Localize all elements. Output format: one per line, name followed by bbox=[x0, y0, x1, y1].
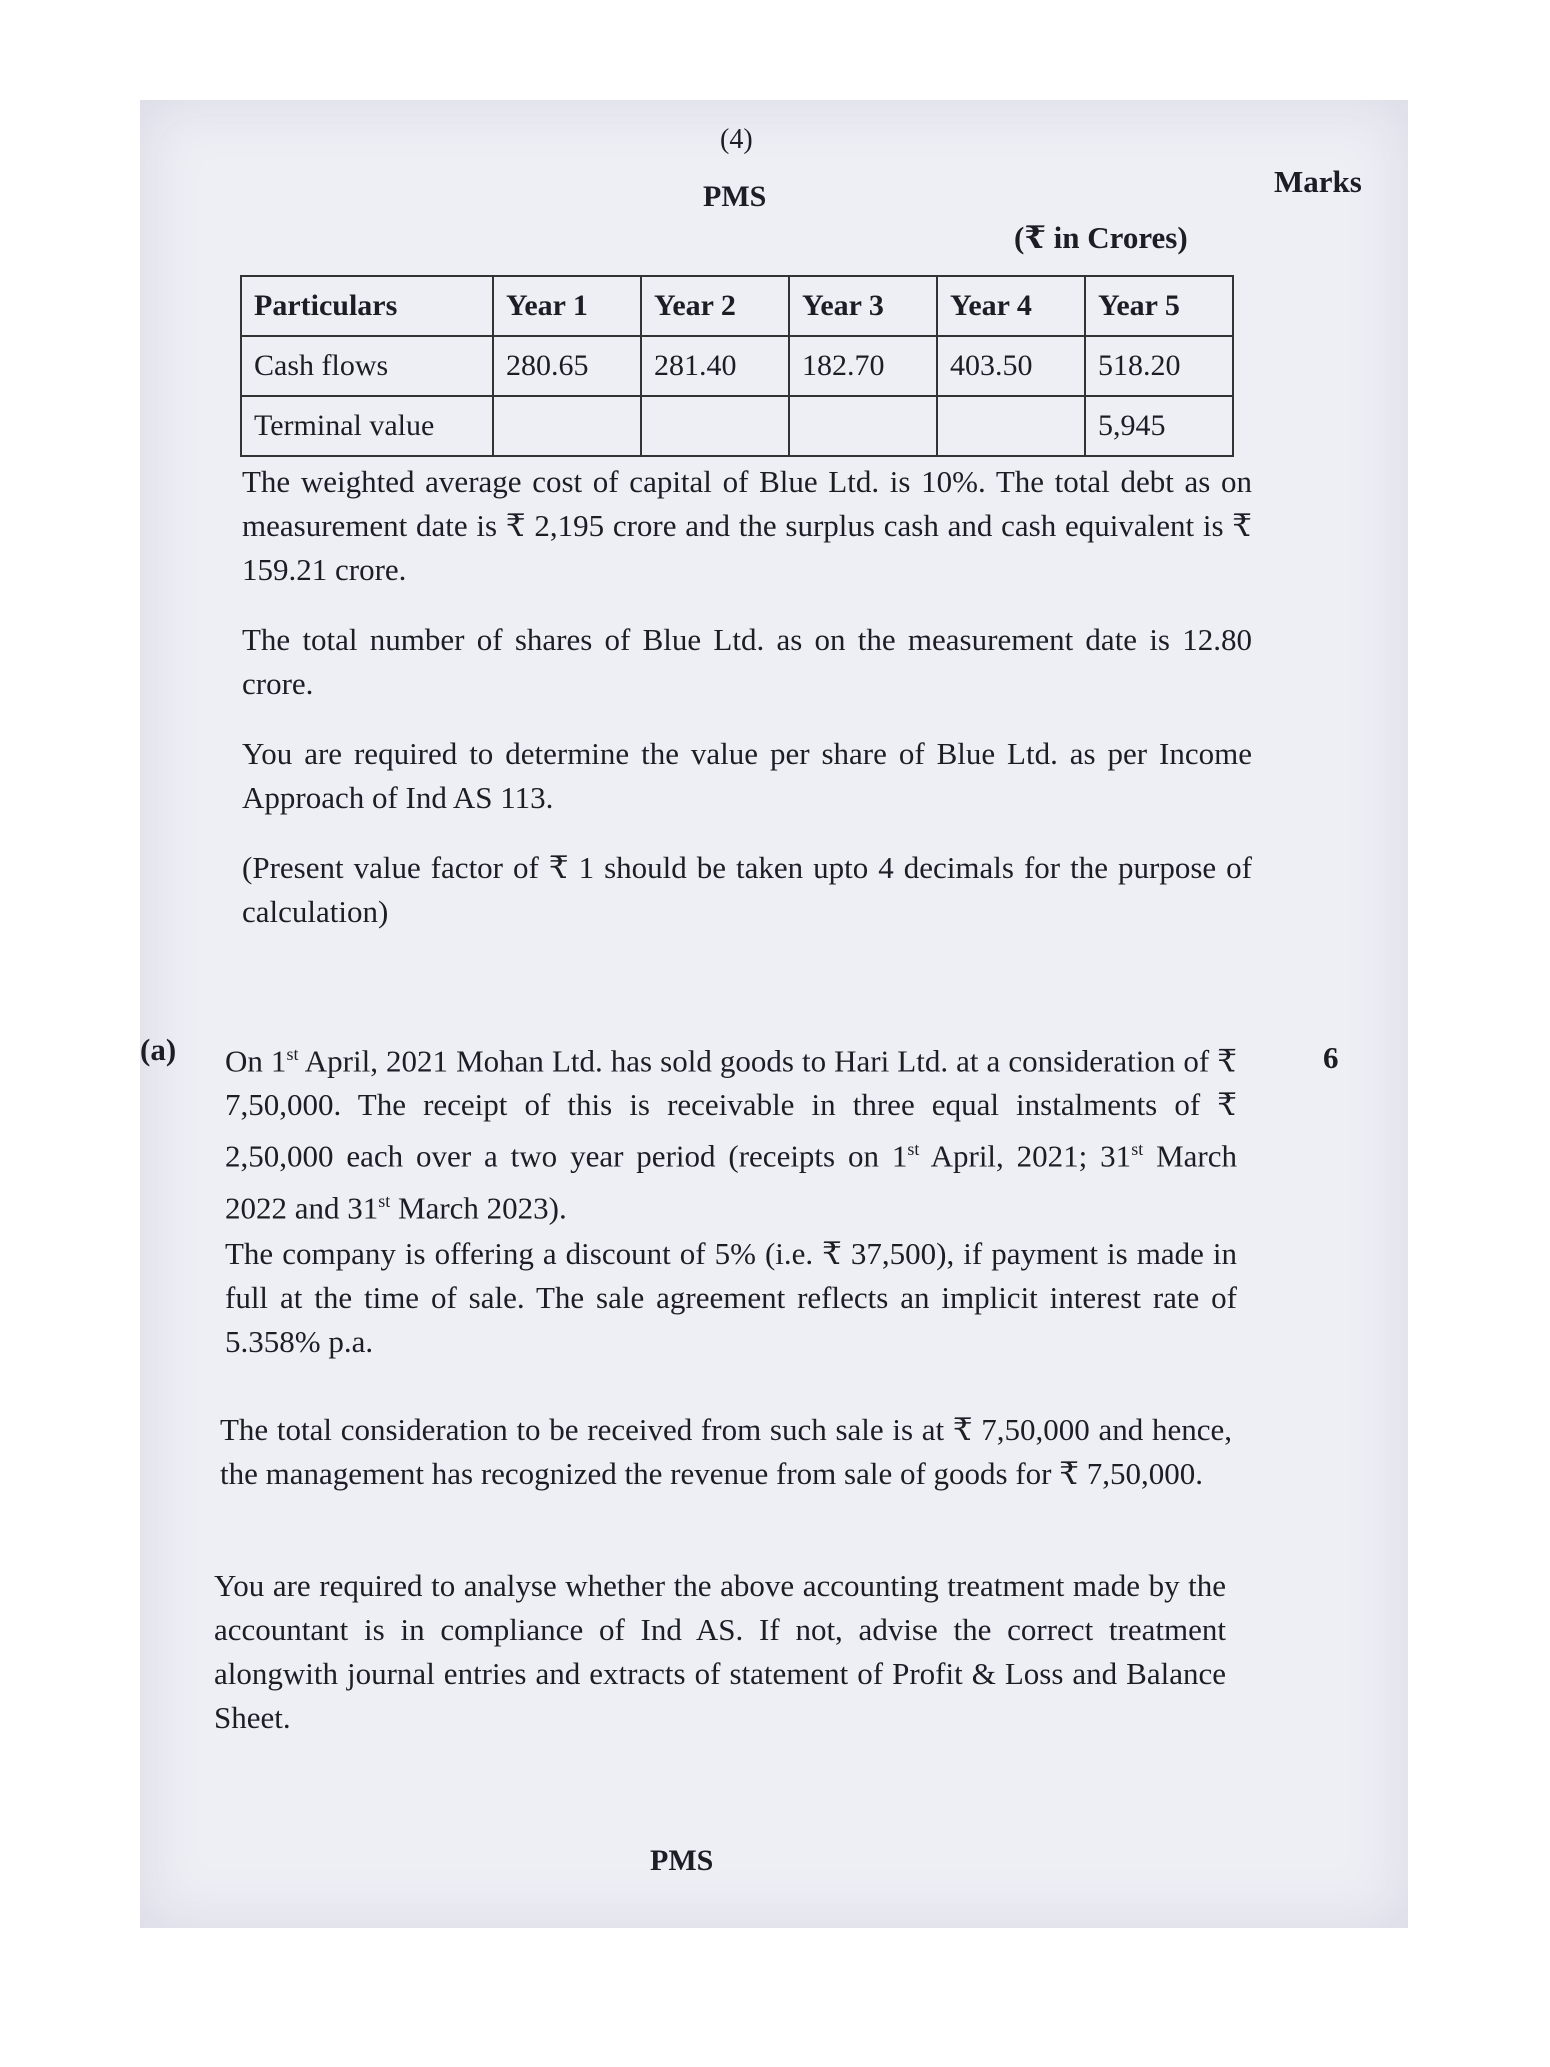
requirement-paragraph: You are required to determine the value per share of Blue Ltd. as per Income Approach of Ind AS 113. bbox=[242, 736, 1252, 815]
table-header-row bbox=[241, 276, 1233, 336]
superscript: st bbox=[907, 1139, 920, 1160]
text-run: On 1 bbox=[225, 1043, 287, 1079]
text-run: March 2022 and 31 bbox=[225, 1138, 1238, 1225]
question-a-paragraph-2: The company is offering a discount of 5% (i.e. ₹ 37,500), if payment is made in full at the time of sale. The sale agreement reflects an implicit interest rate of 5.358% p.a. bbox=[225, 1236, 1237, 1359]
header-code: PMS bbox=[703, 180, 767, 213]
table-header-cell: Year 1 bbox=[493, 276, 641, 336]
superscript: st bbox=[1131, 1139, 1144, 1160]
table-row bbox=[241, 336, 1233, 396]
shares-paragraph: The total number of shares of Blue Ltd. as on the measurement date is 12.80 crore. bbox=[242, 622, 1252, 701]
table-header-cell: Year 5 bbox=[1085, 276, 1233, 336]
table-row bbox=[241, 396, 1233, 456]
table-cell bbox=[789, 396, 937, 456]
table-cell: 182.70 bbox=[789, 336, 937, 396]
question-label: (a) bbox=[140, 1032, 177, 1067]
text-run: March 2023). bbox=[390, 1189, 567, 1225]
page-number: (4) bbox=[720, 124, 753, 155]
footer-code: PMS bbox=[650, 1844, 714, 1877]
question-a-paragraph-4: You are required to analyse whether the above accounting treatment made by the accountant is in compliance of Ind AS. If not, advise the correct treatment alongwith journal entries and extracts of statement of Profit & Loss and Balance Sheet. bbox=[214, 1568, 1226, 1735]
table-cell: Cash flows bbox=[241, 336, 493, 396]
pv-note-paragraph: (Present value factor of ₹ 1 should be taken upto 4 decimals for the purpose of calculation) bbox=[242, 850, 1252, 929]
wacc-paragraph: The weighted average cost of capital of Blue Ltd. is 10%. The total debt as on measurement date is ₹ 2,195 crore and the surplus cash and cash equivalent is ₹ 159.21 crore. bbox=[242, 464, 1252, 587]
table-cell: 518.20 bbox=[1085, 336, 1233, 396]
table-header-cell: Particulars bbox=[241, 276, 493, 336]
cash-flow-table bbox=[240, 275, 1234, 457]
table-cell: 281.40 bbox=[641, 336, 789, 396]
unit-note: (₹ in Crores) bbox=[1014, 220, 1188, 255]
table-header-cell: Year 2 bbox=[641, 276, 789, 336]
table-header-cell: Year 3 bbox=[789, 276, 937, 336]
superscript: st bbox=[378, 1190, 391, 1211]
question-a-paragraph-3: The total consideration to be received from such sale is at ₹ 7,50,000 and hence, the management has recognized the revenue from sale of goods for ₹ 7,50,000. bbox=[220, 1412, 1232, 1491]
table-cell bbox=[641, 396, 789, 456]
table-cell: 403.50 bbox=[937, 336, 1085, 396]
table-cell bbox=[493, 396, 641, 456]
marks-column-label: Marks bbox=[1274, 164, 1362, 199]
table-cell bbox=[937, 396, 1085, 456]
question-a-paragraph-1 bbox=[225, 1032, 1237, 1230]
table-cell: 280.65 bbox=[493, 336, 641, 396]
superscript: st bbox=[286, 1044, 299, 1064]
question-marks: 6 bbox=[1323, 1040, 1339, 1075]
text-run: April, 2021 Mohan Ltd. has sold goods to Hari Ltd. at a consideration of ₹ 7,50,000. The receipt of this is receivable in three equal instalments of ₹ 2,50,000 each over a two year period (receipts on 1 bbox=[225, 1043, 1237, 1174]
table-cell: Terminal value bbox=[241, 396, 493, 456]
table-cell: 5,945 bbox=[1085, 396, 1233, 456]
text-run: April, 2021; 31 bbox=[919, 1138, 1132, 1174]
table-header-cell: Year 4 bbox=[937, 276, 1085, 336]
